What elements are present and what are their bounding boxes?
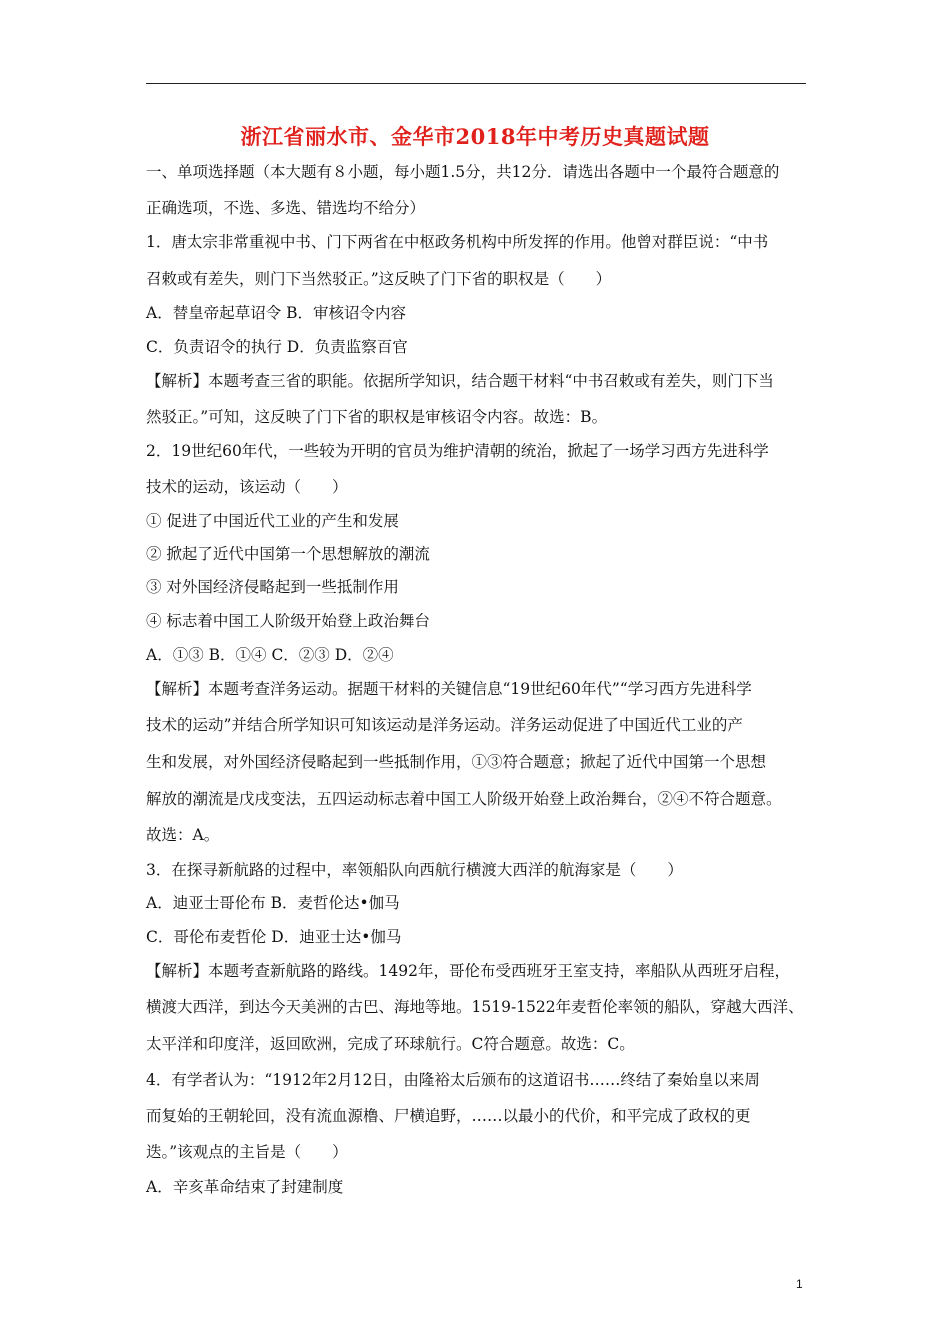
text-line: 召敕或有差失，则门下当然驳正。”这反映了门下省的职权是（ ） — [146, 270, 612, 288]
text-line: 横渡大西洋，到达今天美洲的古巴、海地等地。1519-1522年麦哲伦率领的船队，穿越大西洋、 — [146, 998, 804, 1016]
text-line: 正确选项，不选、多选、错选均不给分） — [146, 199, 426, 217]
text-line: 【解析】本题考查洋务运动。据题干材料的关键信息“19世纪60年代”“学习西方先进科学 — [146, 680, 752, 698]
text-line: C．负责诏令的执行 D．负责监察百官 — [146, 338, 408, 356]
text-line: 而复始的王朝轮回，没有流血源橹、尸横追野，……以最小的代价，和平完成了政权的更 — [146, 1107, 751, 1125]
text-line: A．①③ B．①④ C．②③ D．②④ — [146, 646, 394, 664]
text-line: 一、单项选择题（本大题有８小题，每小题1.5分，共12分．请选出各题中一个最符合题意的 — [146, 163, 780, 181]
text-line: ④ 标志着中国工人阶级开始登上政治舞台 — [146, 612, 430, 630]
text-line: 3．在探寻新航路的过程中，率领船队向西航行横渡大西洋的航海家是（ ） — [146, 861, 683, 879]
text-line: 技术的运动，该运动（ ） — [146, 478, 348, 496]
text-line: A．迪亚士哥伦布 B．麦哲伦达•伽马 — [146, 894, 400, 912]
header-rule — [146, 83, 806, 84]
text-line: 迭。”该观点的主旨是（ ） — [146, 1143, 348, 1161]
text-line: ① 促进了中国近代工业的产生和发展 — [146, 512, 399, 530]
text-line: 【解析】本题考查新航路的路线。1492年，哥伦布受西班牙王室支持，率船队从西班牙启程， — [146, 962, 790, 980]
text-line: 太平洋和印度洋，返回欧洲，完成了环球航行。C符合题意。故选：C。 — [146, 1035, 635, 1053]
text-line: 技术的运动”并结合所学知识可知该运动是洋务运动。洋务运动促进了中国近代工业的产 — [146, 716, 743, 734]
text-line: 然驳正。”可知，这反映了门下省的职权是审核诏令内容。故选：B。 — [146, 408, 608, 426]
document-title: 浙江省丽水市、金华市2018年中考历史真题试题 — [240, 124, 710, 149]
text-line: A．辛亥革命结束了封建制度 — [146, 1178, 344, 1196]
text-line: 2．19世纪60年代，一些较为开明的官员为维护清朝的统治，掀起了一场学习西方先进科学 — [146, 442, 769, 460]
text-line: 【解析】本题考查三省的职能。依据所学知识，结合题干材料“中书召敕或有差失，则门下当 — [146, 372, 774, 390]
text-line: C．哥伦布麦哲伦 D．迪亚士达•伽马 — [146, 928, 402, 946]
text-line: 生和发展，对外国经济侵略起到一些抵制作用，①③符合题意；掀起了近代中国第一个思想 — [146, 753, 767, 771]
text-line: 故选：A。 — [146, 826, 220, 844]
text-line: 解放的潮流是戊戌变法，五四运动标志着中国工人阶级开始登上政治舞台，②④不符合题意。 — [146, 790, 782, 808]
text-line: ② 掀起了近代中国第一个思想解放的潮流 — [146, 545, 430, 563]
text-line: 1．唐太宗非常重视中书、门下两省在中枢政务机构中所发挥的作用。他曾对群臣说：“中书 — [146, 233, 769, 251]
text-line: ③ 对外国经济侵略起到一些抵制作用 — [146, 578, 399, 596]
page-number: 1 — [796, 1277, 803, 1291]
text-line: 4．有学者认为：“1912年2月12日，由隆裕太后颁布的这道诏书……终结了秦始皇以来周 — [146, 1071, 760, 1089]
text-line: A．替皇帝起草诏令 B．审核诏令内容 — [146, 304, 407, 322]
